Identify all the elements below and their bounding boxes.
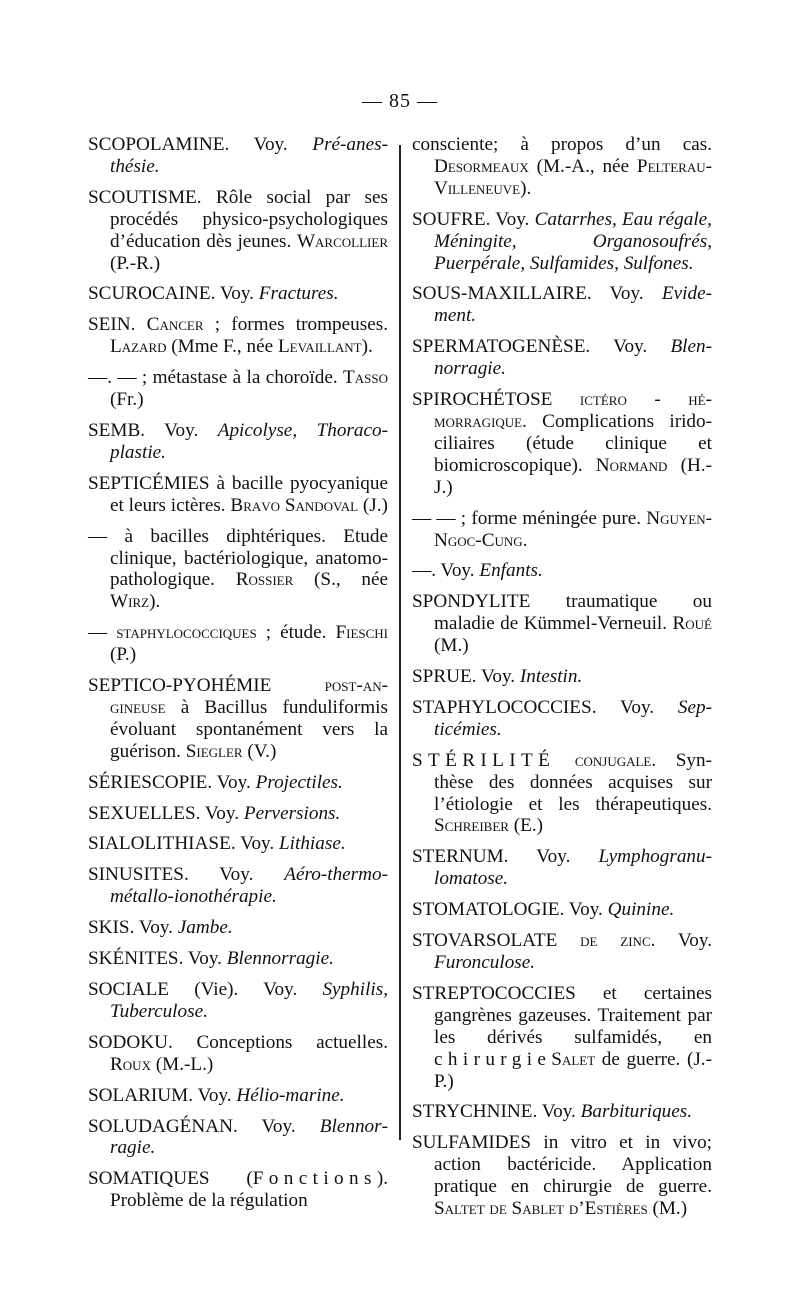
entry-crossref: Perversions.: [243, 802, 341, 824]
entry-author: Lazard: [110, 336, 167, 358]
entry-heading: —.: [88, 367, 112, 389]
index-entry: [88, 473, 388, 517]
entry-heading: SPIROCHÉTOSE: [412, 389, 553, 411]
entry-author: Salet: [551, 1048, 596, 1070]
index-entry: [412, 560, 712, 582]
entry-text: Voy.: [490, 208, 535, 230]
entry-heading: —.: [412, 560, 436, 582]
index-entry: [412, 209, 712, 275]
index-entry: [88, 420, 388, 464]
index-entry: [412, 750, 712, 838]
entry-author-detail: (M.): [647, 1198, 688, 1220]
entry-text: Voy.: [229, 134, 313, 155]
entry-crossref: Evidement.: [434, 283, 712, 327]
entry-text: . Synthèse des données acquises sur l’étiologie et les thérapeutiques.: [434, 749, 712, 815]
entry-heading: —: [88, 525, 108, 547]
entry-text: Voy.: [590, 336, 671, 358]
index-entry: [88, 803, 388, 825]
index-entry: [88, 134, 388, 178]
entry-author: Warcollier: [296, 230, 388, 252]
entry-crossref: Pré-anesthésie.: [110, 134, 388, 177]
index-entry: [412, 508, 712, 552]
entry-author-detail: (M.): [434, 635, 469, 657]
entry-heading: SEPTICO-PYOHÉMIE: [88, 675, 272, 697]
entry-author: Bravo Sandoval: [230, 494, 359, 516]
entry-author-detail: .: [522, 529, 528, 551]
entry-text: in vitro et in vivo; action bactéricide. Application pratique en chirurgie de guerre.: [434, 1132, 712, 1198]
entry-subheading: conjugale: [555, 749, 652, 771]
entry-text: Voy.: [134, 917, 178, 939]
entry-heading: SINUSITES.: [88, 864, 189, 886]
entry-heading: STOMATOLOGIE.: [412, 899, 565, 921]
entry-heading: SÉRIESCOPIE.: [88, 771, 213, 793]
entry-crossref: Enfants.: [479, 560, 543, 582]
entry-heading: SIALOLITHIASE.: [88, 833, 236, 855]
entry-crossref: Blennorragie.: [434, 336, 712, 380]
entry-crossref: Intestin.: [519, 666, 583, 688]
entry-author: Wirz: [110, 591, 150, 613]
entry-text: à Bacillus funduliformis évoluant spontanément vers la guérison.: [110, 696, 388, 762]
entry-heading: SULFAMIDES: [412, 1132, 532, 1154]
entry-heading: SKÉNITES.: [88, 948, 184, 970]
column-rule: [399, 145, 401, 1140]
entry-crossref: Lithiase.: [279, 833, 346, 855]
index-entry: [88, 526, 388, 614]
entry-author: Saltet de Sablet d’Estières: [434, 1198, 648, 1220]
entry-subheading: staphylococciques: [107, 622, 257, 644]
entry-author: Nguyen-Ngoc-Cung: [434, 507, 712, 551]
entry-subheading: de zinc: [557, 930, 651, 952]
entry-heading: STRYCHNINE.: [412, 1101, 538, 1123]
entry-spaced-heading: STÉRILITÉ: [412, 749, 556, 771]
entry-author: Levaillant: [277, 336, 362, 358]
entry-crossref: Blennorragie.: [226, 948, 334, 970]
entry-heading: STREPTOCOCCIES: [412, 982, 576, 1004]
entry-crossref: Furonculose.: [434, 952, 536, 973]
index-entry: [88, 833, 388, 855]
entry-heading: SKIS.: [88, 917, 135, 939]
entry-crossref: Septicémies.: [434, 696, 712, 740]
entry-author: Normand: [595, 454, 668, 476]
entry-heading: SEIN.: [88, 314, 136, 336]
index-entry: [412, 899, 712, 921]
entry-text: . Complications irido-ciliaires (étude clinique et biomicroscopique).: [434, 410, 712, 476]
index-entry: [412, 846, 712, 890]
index-entry: [412, 591, 712, 657]
index-entry: [88, 979, 388, 1023]
index-entry: [412, 134, 712, 200]
entry-text: — ; forme méningée pure.: [431, 507, 647, 529]
entry-text: (: [209, 1168, 253, 1190]
index-entry: [88, 622, 388, 666]
entry-author-detail: (Fr.): [110, 389, 144, 411]
entry-text: Voy.: [145, 419, 218, 441]
index-entry: [88, 314, 388, 358]
entry-heading: STERNUM.: [412, 846, 509, 868]
index-entry: [88, 675, 388, 763]
entry-author: Pelterau-Villeneuve: [434, 155, 712, 199]
index-entry: [412, 336, 712, 380]
entry-author: Roué: [672, 613, 712, 635]
entry-text: Voy.: [596, 696, 678, 718]
entry-heading: SOCIALE: [88, 979, 170, 1000]
entry-spaced-text: Fonctions: [252, 1168, 377, 1190]
entry-text: Voy.: [193, 1084, 237, 1106]
entry-crossref: Fractures.: [258, 283, 339, 305]
entry-author-detail: ).: [361, 336, 373, 358]
entry-author-detail: (V.): [242, 740, 277, 762]
entry-crossref: Barbituriques.: [580, 1101, 693, 1123]
entry-text: — ; métastase à la choroïde.: [111, 367, 344, 389]
entry-text: Voy.: [212, 771, 256, 793]
index-entry: [412, 930, 712, 974]
entry-text: Voy.: [564, 899, 608, 921]
entry-text: Voy.: [183, 948, 227, 970]
entry-text: (Vie). Voy.: [169, 979, 323, 1000]
entry-heading: SOMATIQUES: [88, 1168, 210, 1190]
index-entry: [412, 389, 712, 499]
entry-text: Rôle social par ses procédés physico-psychologiques d’éducation dès jeunes.: [110, 186, 388, 252]
entry-author: Siegler: [185, 740, 243, 762]
entry-heading: SPRUE.: [412, 666, 477, 688]
entry-text: ; formes trompeuses.: [203, 314, 389, 336]
entry-text: Voy.: [188, 864, 285, 886]
entry-heading: SCOUTISME.: [88, 186, 202, 208]
entry-author: Roux: [110, 1053, 151, 1075]
entry-heading: —: [88, 622, 108, 644]
entry-author: Rossier: [235, 569, 294, 591]
entry-text: consciente; à propos d’un cas.: [412, 134, 712, 155]
index-entry: [412, 283, 712, 327]
index-entry: [88, 1085, 388, 1107]
entry-text: à bacille pyocyanique et leurs ictères.: [110, 472, 388, 516]
entry-heading: SOLARIUM.: [88, 1084, 194, 1106]
entry-author-detail: ).: [520, 177, 532, 199]
entry-text: Voy.: [537, 1101, 581, 1123]
left-column: [88, 134, 388, 1221]
entry-crossref: Blennorragie.: [110, 1115, 388, 1159]
entry-text: . Voy.: [650, 930, 712, 952]
entry-author-detail: de guerre.: [595, 1048, 687, 1070]
entry-crossref: Lymphogranulomatose.: [434, 846, 712, 890]
entry-heading: STAPHYLOCOCCIES.: [412, 696, 597, 718]
index-entry: [412, 983, 712, 1093]
entry-author: Desormeaux: [434, 155, 529, 177]
entry-text: et certaines gangrènes gazeuses. Traitement par les dérivés sulfamidés, en: [434, 982, 712, 1048]
entry-heading: SODOKU.: [88, 1031, 173, 1053]
entry-crossref: Jambe.: [177, 917, 233, 939]
entry-text: Voy.: [508, 846, 599, 868]
entry-text: traumatique ou maladie de Kümmel-Verneuil.: [434, 591, 712, 635]
index-entry: [88, 367, 388, 411]
entry-text: Voy.: [235, 833, 279, 855]
entry-text: Voy.: [237, 1115, 320, 1137]
entry-text: Voy.: [435, 560, 480, 582]
page-number: — 85 —: [362, 90, 438, 112]
index-entry: [412, 697, 712, 741]
entry-text: ; étude.: [256, 622, 336, 644]
entry-author-detail: (H.-J.): [434, 454, 712, 498]
entry-subheading: ictéro - hémorragique: [434, 389, 712, 432]
index-entry: [88, 283, 388, 305]
index-entry: [88, 772, 388, 794]
entry-heading: SEXUELLES.: [88, 802, 201, 824]
entry-heading: SEPTICÉMIES: [88, 472, 210, 494]
entry-author-detail: (Mme F., née: [166, 336, 278, 358]
entry-heading: —: [412, 507, 432, 529]
entry-heading: SCUROCAINE.: [88, 283, 216, 305]
entry-author-detail: ). Problème de la régulation: [110, 1168, 388, 1212]
index-entry: [88, 948, 388, 970]
entry-author-detail: (P.): [110, 644, 137, 666]
index-entry: [88, 864, 388, 908]
entry-author-detail: (P.-R.): [110, 252, 161, 274]
entry-crossref: Aéro-thermo-métallo-ionothérapie.: [110, 864, 388, 908]
entry-subheading: Cancer: [135, 314, 204, 336]
entry-author: Tasso: [343, 367, 388, 389]
entry-text: Voy.: [200, 802, 244, 824]
entry-crossref: Catarrhes, Eau régale, Méningite, Organosoufrés, Puerpérale, Sulfamides, Sulfones.: [434, 208, 712, 274]
entry-heading: SOLUDAGÉNAN.: [88, 1115, 238, 1137]
entry-heading: SCOPOLAMINE.: [88, 134, 230, 155]
index-entry: [412, 1132, 712, 1220]
entry-crossref: Apicolyse, Thoracoplastie.: [110, 419, 388, 463]
entry-text: Voy.: [215, 283, 259, 305]
right-column: [412, 134, 712, 1229]
entry-author-detail: (M.-A., née: [528, 155, 637, 177]
index-entry: [88, 1168, 388, 1212]
index-entry: [88, 1032, 388, 1076]
entry-author-detail: (J.-P.): [434, 1048, 712, 1092]
entry-heading: SPERMATOGENÈSE.: [412, 336, 591, 358]
entry-text: Voy.: [476, 666, 520, 688]
entry-subheading: SOUS-MAXILLAIRE.: [412, 283, 592, 305]
entry-author-detail: (S., née: [293, 569, 389, 591]
entry-author-detail: ).: [149, 591, 161, 613]
index-entry: [412, 1101, 712, 1123]
entry-spaced-text: chirurgie: [434, 1048, 552, 1070]
entry-heading: SEMB.: [88, 419, 146, 441]
entry-heading: SPONDYLITE: [412, 591, 531, 613]
entry-author-detail: (E.): [508, 815, 544, 837]
entry-crossref: Projectiles.: [255, 771, 343, 793]
entry-text: Voy.: [591, 283, 662, 305]
entry-author-detail: (J.): [358, 494, 388, 516]
entry-author: Fieschi: [335, 622, 388, 644]
index-entry: [88, 1116, 388, 1160]
entry-text: Conceptions actuelles.: [172, 1031, 388, 1053]
index-entry: [88, 917, 388, 939]
index-entry: [88, 187, 388, 275]
entry-subheading: post-angineuse: [110, 675, 388, 718]
entry-crossref: Syphilis, Tuberculose.: [110, 979, 388, 1022]
entry-author: Schreiber: [434, 815, 509, 837]
entry-text: à bacilles diphtériques. Etude clinique, bactériologique, anatomo-pathologique.: [107, 525, 388, 591]
entry-heading: STOVARSOLATE: [412, 930, 558, 952]
entry-author-detail: (M.-L.): [150, 1053, 214, 1075]
entry-crossref: Hélio-marine.: [236, 1084, 345, 1106]
index-entry: [412, 666, 712, 688]
entry-heading: SOUFRE.: [412, 208, 491, 230]
entry-crossref: Quinine.: [607, 899, 675, 921]
